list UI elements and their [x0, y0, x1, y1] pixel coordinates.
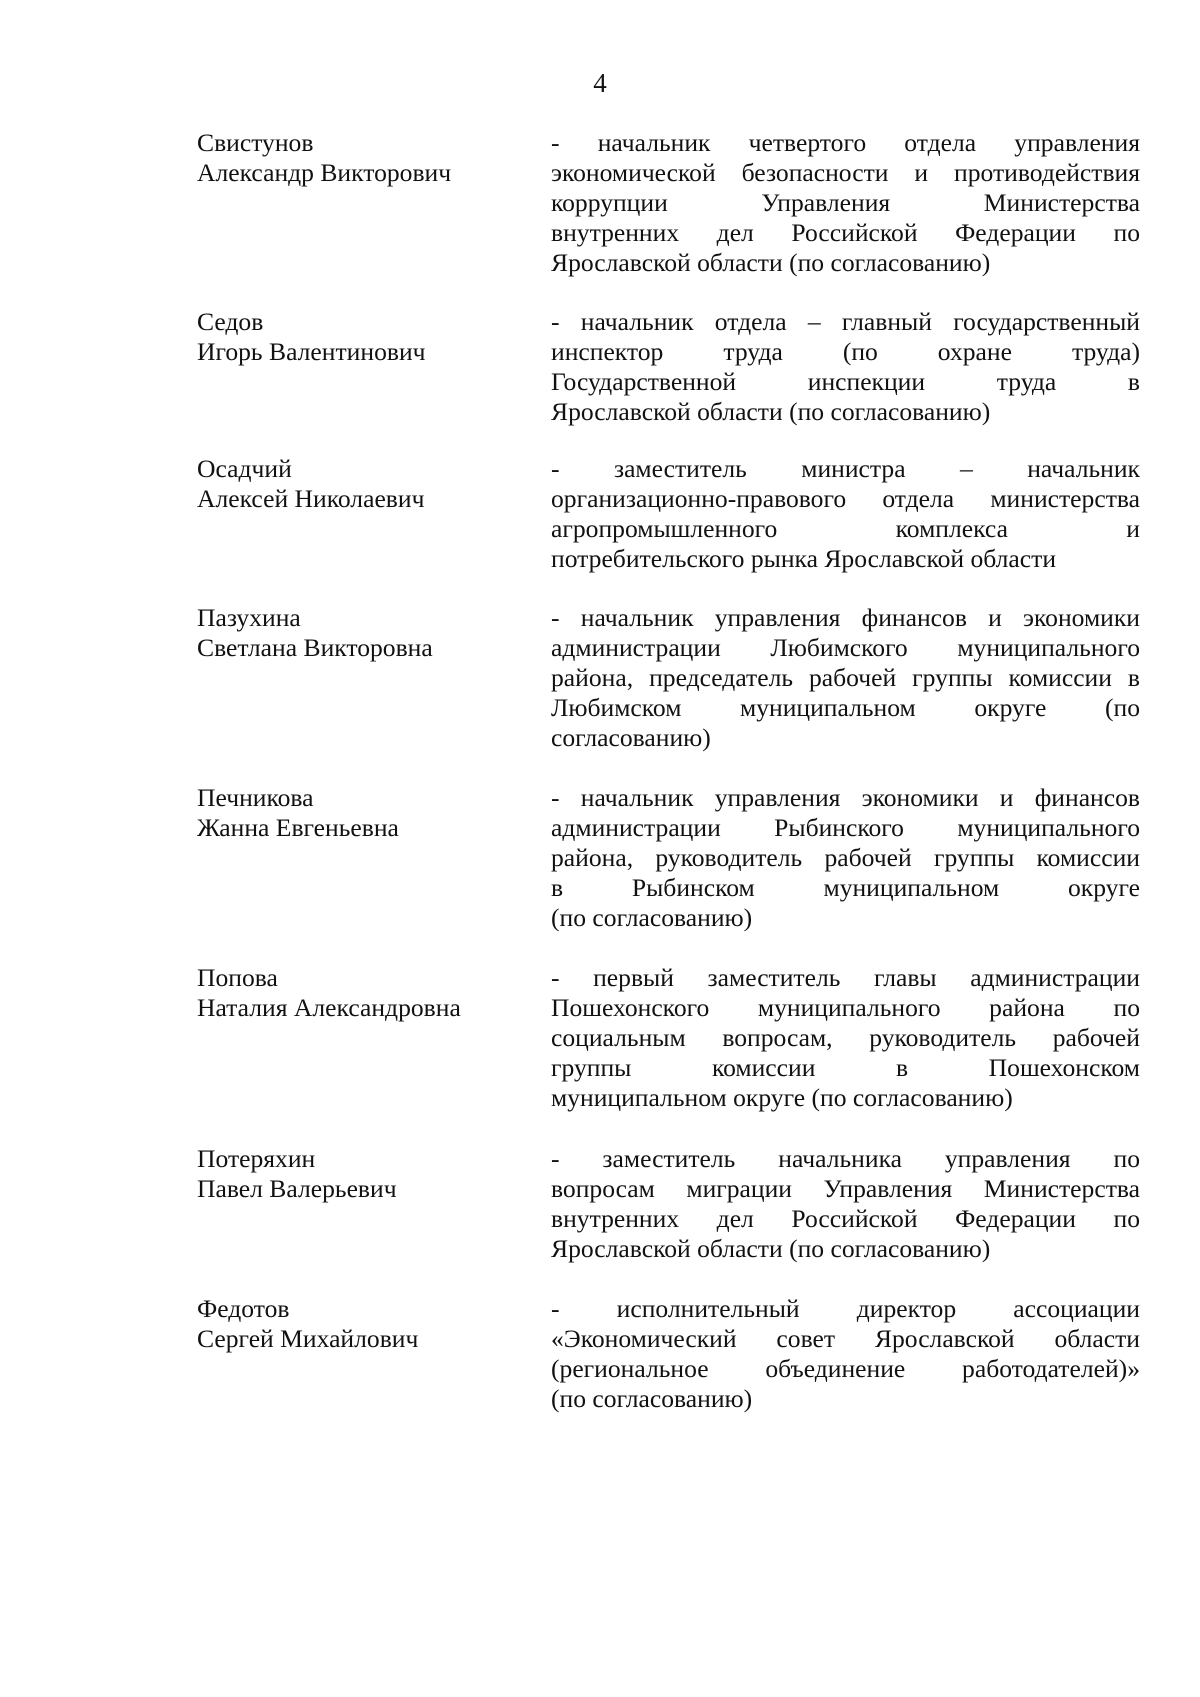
member-surname: Попова	[197, 963, 278, 992]
role-line: инспектор труда (по охране труда)	[551, 337, 1140, 366]
role-line: (региональное объединение работодателей)»	[551, 1354, 1140, 1383]
role-line: - исполнительный директор ассоциации	[551, 1294, 1140, 1323]
member-role	[551, 1294, 1140, 1414]
member-surname: Федотов	[197, 1294, 290, 1323]
member-name	[197, 1294, 527, 1354]
member-role	[551, 963, 1140, 1113]
role-line: Государственной инспекции труда в	[551, 367, 1140, 396]
role-line: потребительского рынка Ярославской области	[551, 544, 1057, 573]
role-line: социальным вопросам, руководитель рабочей	[551, 1023, 1140, 1052]
member-surname: Седов	[197, 307, 264, 336]
role-line: Ярославской области (по согласованию)	[551, 248, 991, 277]
member-name	[197, 783, 527, 843]
member-name	[197, 454, 527, 514]
role-line: организационно-правового отдела министерства	[551, 484, 1140, 513]
role-line: (по согласованию)	[551, 1384, 753, 1413]
role-line: Любимском муниципальном округе (по	[551, 693, 1140, 722]
member-given-names: Сергей Михайлович	[197, 1324, 419, 1353]
member-given-names: Алексей Николаевич	[197, 484, 425, 513]
role-line: (по согласованию)	[551, 903, 753, 932]
role-line: внутренних дел Российской Федерации по	[551, 218, 1140, 247]
role-line: Пошехонского муниципального района по	[551, 993, 1140, 1022]
role-line: района, председатель рабочей группы комиссии в	[551, 663, 1140, 692]
role-line: Ярославской области (по согласованию)	[551, 1234, 991, 1263]
member-given-names: Павел Валерьевич	[197, 1174, 397, 1203]
member-surname: Свистунов	[197, 128, 314, 157]
role-line: экономической безопасности и противодействия	[551, 158, 1140, 187]
role-line: внутренних дел Российской Федерации по	[551, 1204, 1140, 1233]
role-line: в Рыбинском муниципальном округе	[551, 873, 1140, 902]
role-line: - начальник четвертого отдела управления	[551, 128, 1140, 157]
role-line: вопросам миграции Управления Министерства	[551, 1174, 1140, 1203]
role-line: Ярославской области (по согласованию)	[551, 397, 991, 426]
role-line: администрации Любимского муниципального	[551, 633, 1140, 662]
member-role	[551, 454, 1140, 574]
role-line: - начальник управления экономики и финансов	[551, 783, 1140, 812]
member-name	[197, 603, 527, 663]
member-given-names: Жанна Евгеньевна	[197, 813, 399, 842]
member-given-names: Александр Викторович	[197, 158, 452, 187]
member-role	[551, 783, 1140, 933]
member-given-names: Игорь Валентинович	[197, 337, 426, 366]
role-line: - начальник отдела – главный государственный	[551, 307, 1140, 336]
role-line: агропромышленного комплекса и	[551, 514, 1140, 543]
role-line: - заместитель начальника управления по	[551, 1144, 1140, 1173]
role-line: - начальник управления финансов и экономики	[551, 603, 1140, 632]
role-line: - первый заместитель главы администрации	[551, 963, 1140, 992]
member-name	[197, 963, 527, 1023]
member-given-names: Светлана Викторовна	[197, 633, 433, 662]
member-role	[551, 307, 1140, 427]
role-line: группы комиссии в Пошехонском	[551, 1053, 1140, 1082]
role-line: района, руководитель рабочей группы комиссии	[551, 843, 1140, 872]
member-role	[551, 603, 1140, 753]
role-line: коррупции Управления Министерства	[551, 188, 1140, 217]
member-surname: Печникова	[197, 783, 314, 812]
role-line: согласованию)	[551, 723, 711, 752]
member-given-names: Наталия Александровна	[197, 993, 461, 1022]
page-number: 4	[593, 68, 607, 98]
member-role	[551, 1144, 1140, 1264]
member-role	[551, 128, 1140, 278]
member-surname: Осадчий	[197, 454, 292, 483]
member-name	[197, 1144, 527, 1204]
role-line: - заместитель министра – начальник	[551, 454, 1140, 483]
role-line: администрации Рыбинского муниципального	[551, 813, 1140, 842]
role-line: муниципальном округе (по согласованию)	[551, 1083, 1013, 1112]
role-line: «Экономический совет Ярославской области	[551, 1324, 1140, 1353]
member-name	[197, 307, 527, 367]
member-surname: Пазухина	[197, 603, 301, 632]
member-name	[197, 128, 527, 188]
member-surname: Потеряхин	[197, 1144, 316, 1173]
